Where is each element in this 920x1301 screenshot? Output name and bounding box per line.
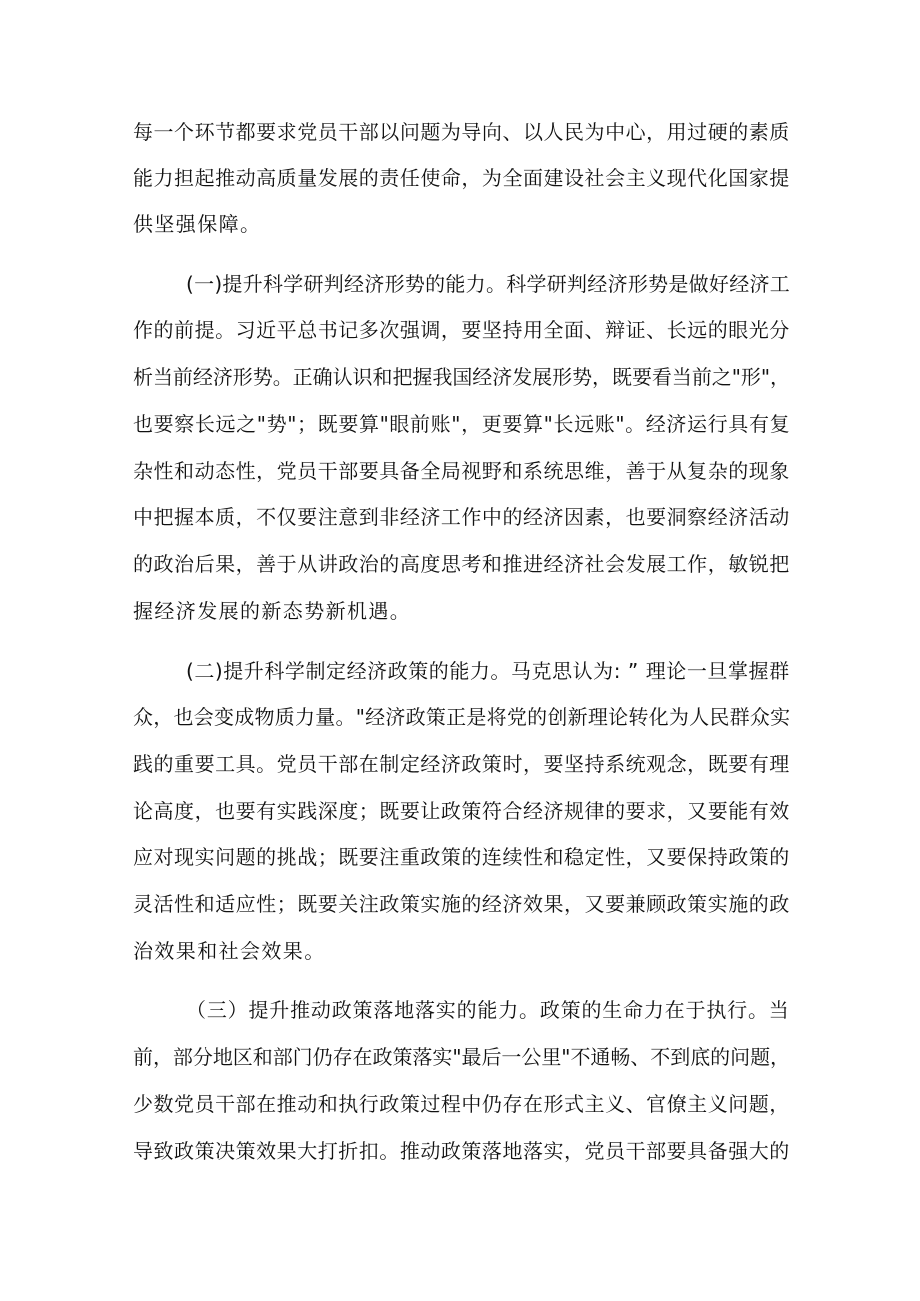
text-line-17: 灵活性和适应性；既要关注政策实施的经济效果，又要兼顾政策实施的政 (133, 892, 790, 916)
text-line-8: 杂性和动态性，党员干部要具备全局视野和系统思维，善于从复杂的现象 (133, 459, 790, 483)
text-line-4: (一)提升科学研判经济形势的能力。科学研判经济形势是做好经济工 (186, 272, 791, 296)
text-line-12: (二)提升科学制定经济政策的能力。马克思认为: ” 理论一旦掌握群 (186, 659, 790, 683)
text-line-18: 治效果和社会效果。 (133, 939, 326, 963)
text-line-10: 的政治后果，善于从讲政治的高度思考和推进经济社会发展工作，敏锐把 (133, 552, 790, 576)
text-line-11: 握经济发展的新态势新机遇。 (133, 599, 412, 623)
text-line-2: 能力担起推动高质量发展的责任使命，为全面建设社会主义现代化国家提 (133, 166, 790, 190)
text-line-13: 众，也会变成物质力量。"经济政策正是将党的创新理论转化为人民群众实 (133, 705, 791, 729)
text-line-16: 应对现实问题的挑战；既要注重政策的连续性和稳定性，又要保持政策的 (133, 845, 790, 869)
text-line-14: 践的重要工具。党员干部在制定经济政策时，要坚持系统观念，既要有理 (133, 752, 790, 776)
text-line-19: （三）提升推动政策落地落实的能力。政策的生命力在于执行。当 (186, 998, 790, 1022)
text-line-3: 供坚强保障。 (133, 212, 262, 236)
text-line-15: 论高度，也要有实践深度；既要让政策符合经济规律的要求，又要能有效 (133, 799, 790, 823)
text-line-21: 少数党员干部在推动和执行政策过程中仍存在形式主义、官僚主义问题， (133, 1092, 790, 1116)
text-line-6: 析当前经济形势。正确认识和把握我国经济发展形势，既要看当前之"形"， (133, 365, 790, 389)
text-line-1: 每一个环节都要求党员干部以问题为导向、以人民为中心，用过硬的素质 (133, 120, 790, 144)
text-line-20: 前，部分地区和部门仍存在政策落实"最后一公里"不通畅、不到底的问题， (133, 1045, 790, 1069)
text-line-22: 导致政策决策效果大打折扣。推动政策落地落实，党员干部要具备强大的 (133, 1139, 790, 1163)
text-line-5: 作的前提。习近平总书记多次强调，要坚持用全面、辩证、长远的眼光分 (133, 318, 790, 342)
text-line-7: 也要察长远之"势"；既要算"眼前账"，更要算"长远账"。经济运行具有复 (133, 412, 791, 436)
text-line-9: 中把握本质，不仅要注意到非经济工作中的经济因素，也要洞察经济活动 (133, 505, 790, 529)
